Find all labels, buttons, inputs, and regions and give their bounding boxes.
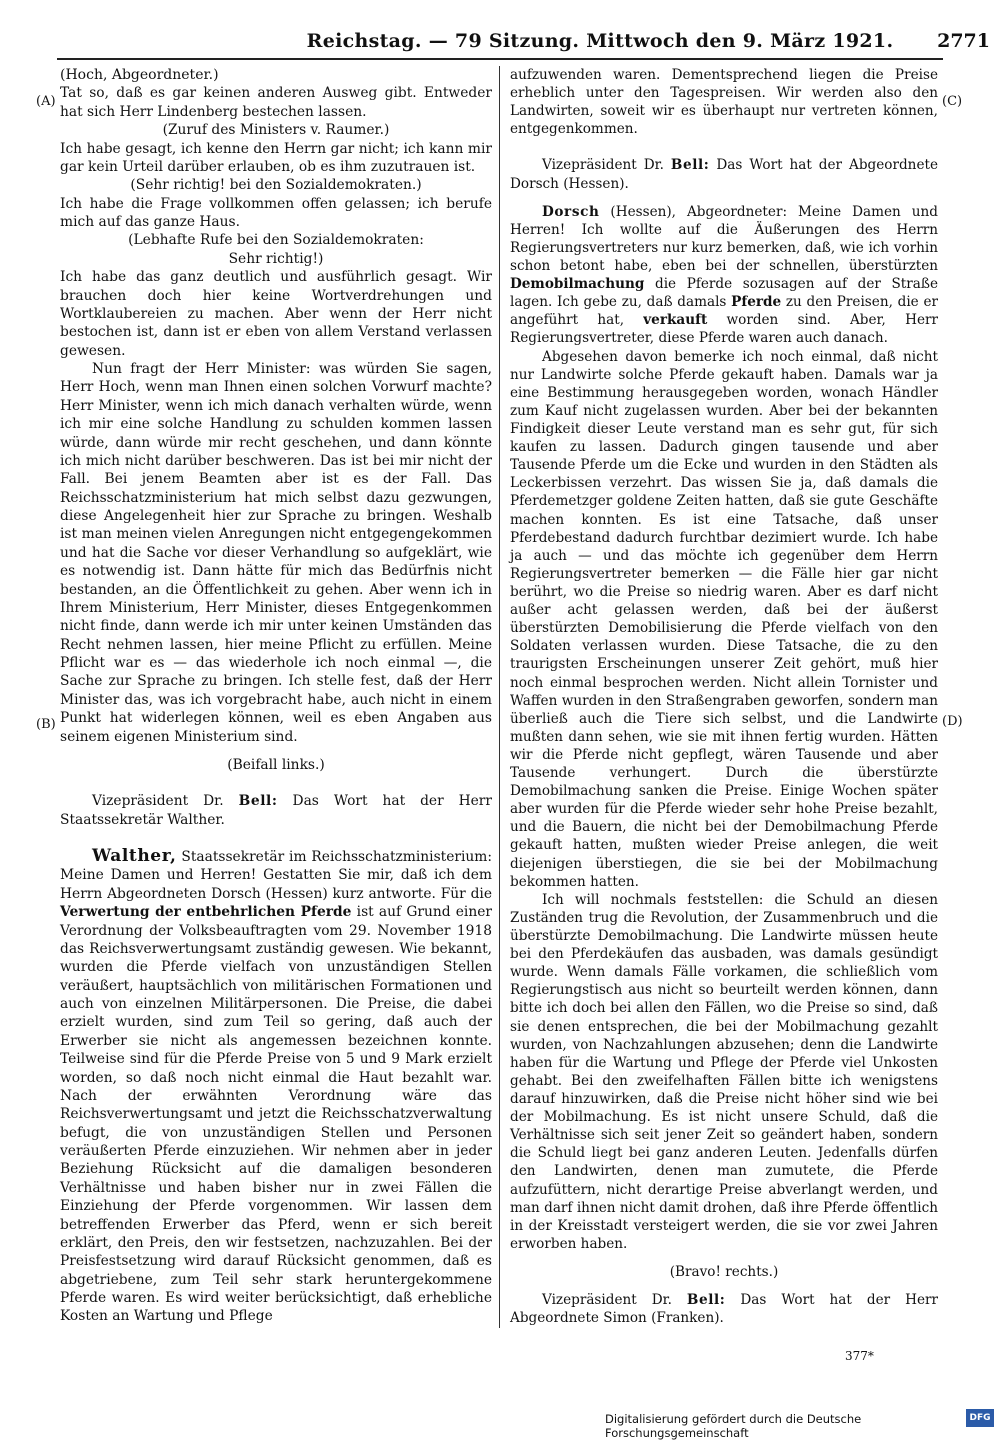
- running-head: Reichstag. — 79 Sitzung. Mittwoch den 9. März 1921.: [306, 30, 894, 52]
- column-divider: [499, 66, 500, 1328]
- chair-title: Vizepräsident Dr.: [542, 157, 671, 174]
- dfg-logo: DFG: [966, 1409, 994, 1427]
- paragraph: Abgesehen davon bemerke ich noch einmal, daß nicht nur Landwirte solche Pferde gekauft haben. Damals war ja eine Bestimmung herausgegeben worden, wonach Händler zum Kauf nicht zugelassen wurden. Aber bei der bekannten Findigkeit dieser Leute verstand man es sehr gut, für sich kaufen zu lassen. Dadurch gingen tausende und aber Tausende Pferde um die Ecke und wurden in den Städten als Leckerbissen verzehrt. Das wissen Sie ja, daß damals die Pferdemetzger goldene Zeiten hatten, daß sie gute Geschäfte machen konnten. Es ist eine Tatsache, daß unser Pferdebestand dadurch furchtbar dezimiert wurde. Ich habe ja auch — und das möchte ich gegenüber dem Herrn Regierungsvertreter bemerken — die Fälle hier gar nicht berührt, wo die Preise so niedrig waren. Aber es darf nicht außer acht gelassen werden, daß bei der äußerst überstürzten Demobilisierung die Pferde vielfach von den Soldaten verlassen wurden. Diese Tatsache, die zu den traurigsten Erscheinungen unserer Zeit gehört, muß hier noch einmal besprochen werden. Nicht allein Tornister und Waffen wurden in den Straßengraben geworfen, sondern man überließ auch die Tiere sich selbst, und die Landwirte mußten dann sehen, wie sie mit ihnen fertig wurden. Hätten wir die Pferde nicht gepflegt, wären Tausende und aber Tausende verhungert. Durch die überstürzte Demobilmachung sanken die Preise. Einige Wochen später aber wurden für die Pferde wieder sehr hohe Preise bezahlt, und die Bauern, die nicht bei der Demobilmachung Pferde gekauft hatten, mußten wieder Preise anlegen, die weit diejenigen überstiegen, die sie bei der Mobilmachung bekommen hatten.: [510, 348, 938, 890]
- chair-name: Bell:: [238, 793, 278, 810]
- paragraph: aufzuwenden waren. Dementsprechend liegen die Preise erheblich unter den Tagespreisen. Wir werden also den Landwirten, soweit wir es überhaupt nur vertreten können, entgegenkommen.: [510, 67, 938, 138]
- speech-walther: [60, 847, 492, 1326]
- chair-statement: [510, 1291, 938, 1327]
- speech-text: worden sind. Aber, Herr Regierungsvertreter, diese Pferde waren auch danach.: [510, 312, 938, 347]
- paragraph: Ich habe das ganz deutlich und ausführlich gesagt. Wir brauchen doch hier keine Wortverdrehungen und Wortklaubereien zu machen. Aber wenn der Herr nicht bestochen ist, dann ist er eben von allem Verstand verlassen gewesen.: [60, 269, 492, 359]
- interjection: (Bravo! rechts.): [669, 1264, 779, 1280]
- interjection: (Zuruf des Ministers v. Raumer.): [162, 122, 390, 139]
- speaker-continuation: (Hoch, Abgeordneter.): [60, 67, 219, 83]
- margin-mark-c: (C): [942, 94, 963, 109]
- paragraph: Ich habe die Frage vollkommen offen gelassen; ich berufe mich auf das ganze Haus.: [60, 195, 492, 230]
- chair-statement: [60, 792, 492, 829]
- paragraph: Nun fragt der Herr Minister: was würden Sie sagen, Herr Hoch, wenn man Ihnen einen solchen Vorwurf machte? Herr Minister, wenn ich mich danach verhalten würde, wenn ich mir eine solche Handlung zu schulden kommen lassen würde, dann würde mir recht geschehen, und dann könnte ich mich nicht darüber beschweren. Das ist bei mir nicht der Fall. Bei jenem Beamten aber ist es der Fall. Das Reichsschatzministerium hat mich selbst dazu gezwungen, diese Angelegenheit hier zur Sprache zu bringen. Weshalb ist man meinen vielen Anregungen nicht entgegengekommen und hat die Sache vor dieser Verhandlung so aufgeklärt, wie es notwendig ist. Dann hätte für mich das Bedürfnis nicht bestanden, an die Öffentlichkeit zu gehen. Aber wenn ich in Ihrem Ministerium, Herr Minister, dieses Entgegenkommen nicht finde, dann werde ich mir unter keinen Umständen das Recht nehmen lassen, hier meine Pflicht zu erfüllen. Meine Pflicht war es — das wiederhole ich noch einmal —, die Sache zur Sprache zu bringen. Ich stelle fest, daß der Herr Minister das, was ich vorgebracht habe, auch nicht in einem Punkt hat widerlegen können, weil es eben Angaben aus seinem eigenen Ministerium sind.: [60, 361, 492, 745]
- speech-text: zu den Preisen, die er angeführt hat,: [510, 294, 938, 329]
- right-column: [510, 66, 938, 1327]
- emphasis: Pferde: [731, 294, 782, 311]
- left-column: [60, 66, 492, 1326]
- chair-statement: [510, 156, 938, 192]
- page-number: 2771: [937, 30, 990, 52]
- speech-text: (Hessen), Abgeordneter: Meine Damen und Herren! Ich wollte auf die Äußerungen des Herrn Regierungsvertreters nur kurz bemerken, daß, wie ich vorhin schon betont habe, eben bei der schnellen, überstürzten: [510, 203, 938, 274]
- speaker-name: Walther,: [92, 846, 177, 866]
- speech-dorsch: [510, 203, 938, 348]
- printer-signature: 377*: [845, 1349, 874, 1363]
- digitization-credit: Digitalisierung gefördert durch die Deutsche Forschungsgemeinschaft: [605, 1412, 862, 1440]
- chair-name: Bell:: [686, 1292, 726, 1309]
- chair-name: Bell:: [670, 157, 710, 174]
- paragraph: Tat so, daß es gar keinen anderen Ausweg gibt. Entweder hat sich Herr Lindenberg bestechen lassen.: [60, 85, 492, 120]
- emphasis: Demobilmachung: [510, 276, 645, 293]
- interjection: (Sehr richtig! bei den Sozialdemokraten.): [130, 177, 422, 194]
- header-rule: [57, 58, 943, 60]
- emphasis: Verwertung der entbehrlichen Pferde: [60, 904, 352, 921]
- chair-title: Vizepräsident Dr.: [542, 1292, 687, 1309]
- chair-text: Das Wort hat der Herr Abgeordnete Simon (Franken).: [510, 1292, 938, 1327]
- paragraph: Ich habe gesagt, ich kenne den Herrn gar nicht; ich kann mir gar kein Urteil darüber erlauben, ob es ihm zuzutrauen ist.: [60, 140, 492, 175]
- paragraph: Ich will nochmals feststellen: die Schuld an diesen Zuständen trug die Revolution, der Zusammenbruch und die überstürzte Demobilmachung. Die Landwirte müssen heute bei den Pferdekäufen das ausbaden, was damals gesündigt wurde. Wenn damals Fälle vorkamen, die schließlich vom Regierungstisch aus nicht so beurteilt werden können, dann bitte ich doch bei allen den Fällen, wo die Preise so sind, daß sie denen entsprechen, die bei der Mobilmachung gezahlt wurden, von Nachzahlungen abzusehen; denn die Landwirte haben für die Wartung und Pflege der Pferde viel Unkosten gehabt. Bei den zweifelhaften Fällen bitte ich wenigstens darauf hinzuwirken, daß die Preise nicht höher sind wie bei der Mobilmachung. Es ist nicht unsere Schuld, daß die Verhältnisse sich seit jener Zeit so geändert haben, sondern die Schuld liegt bei ganz anderen Leuten. Jedenfalls dürfen den Landwirten, denen man zumutete, die Pferde aufzufüttern, nicht derartige Preise abverlangt werden, und man darf ihnen nicht damit drohen, daß ihre Pferde öffentlich in der Kreisstadt versteigert werden, die sie vor zwei Jahren erworben haben.: [510, 891, 938, 1252]
- chair-text: Das Wort hat der Herr Staatssekretär Walther.: [60, 793, 492, 828]
- margin-mark-a: (A): [36, 94, 56, 109]
- interjection: (Beifall links.): [227, 756, 325, 773]
- speech-text: Staatssekretär im Reichsschatzministerium: Meine Damen und Herren! Gestatten Sie mir, daß ich dem Herrn Abgeordneten Dorsch (Hessen) kurz antworte. Für die: [60, 849, 492, 902]
- emphasis: verkauft: [643, 312, 708, 329]
- speech-text: die Pferde sozusagen auf der Straße lagen. Ich gebe zu, daß damals: [510, 276, 938, 311]
- speech-text: ist auf Grund einer Verordnung der Volksbeauftragten vom 29. November 1918 das Reichsverwertungsamt zuständig gewesen. Wie bekannt, wurden die Pferde vielfach von unzuständigen Stellen veräußert, hauptsächlich von militärischen Formationen und auch von einzelnen Militärpersonen. Die Preise, die dabei erzielt wurden, sind zum Teil so gering, daß auch der Erwerber sie nicht als angemessen bezeichnen konnte. Teilweise sind für die Pferde Preise von 5 und 9 Mark erzielt worden, so daß noch nicht einmal die Haut bezahlt war. Nach der erwähnten Verordnung wäre das Reichsverwertungsamt und jetzt die Reichsschatzverwaltung befugt, die von unzuständigen Stellen und Personen veräußerten Pferde einzuziehen. Wir nehmen aber in jeder Beziehung Rücksicht auf die damaligen besonderen Verhältnisse und haben bisher nur in zwei Fällen die Einziehung der Pferde vorgenommen. Wir lassen dem betreffenden Erwerber das Pferd, wenn er sich bereit erklärt, den Preis, den wir festsetzen, nachzuzahlen. Bei der Preisfestsetzung wird darauf Rücksicht genommen, daß es abgetriebene, zum Teil sehr stark heruntergekommene Pferde waren. Es wird weiter berücksichtigt, daß erhebliche Kosten an Wartung und Pflege: [60, 904, 492, 1325]
- margin-mark-d: (D): [942, 714, 963, 729]
- margin-mark-b: (B): [36, 717, 56, 732]
- interjection: Sehr richtig!): [228, 250, 324, 267]
- speaker-name: Dorsch: [542, 203, 600, 220]
- chair-title: Vizepräsident Dr.: [92, 793, 239, 810]
- interjection: (Lebhafte Rufe bei den Sozialdemokraten:: [128, 232, 424, 249]
- chair-text: Das Wort hat der Abgeordnete Dorsch (Hessen).: [510, 157, 938, 192]
